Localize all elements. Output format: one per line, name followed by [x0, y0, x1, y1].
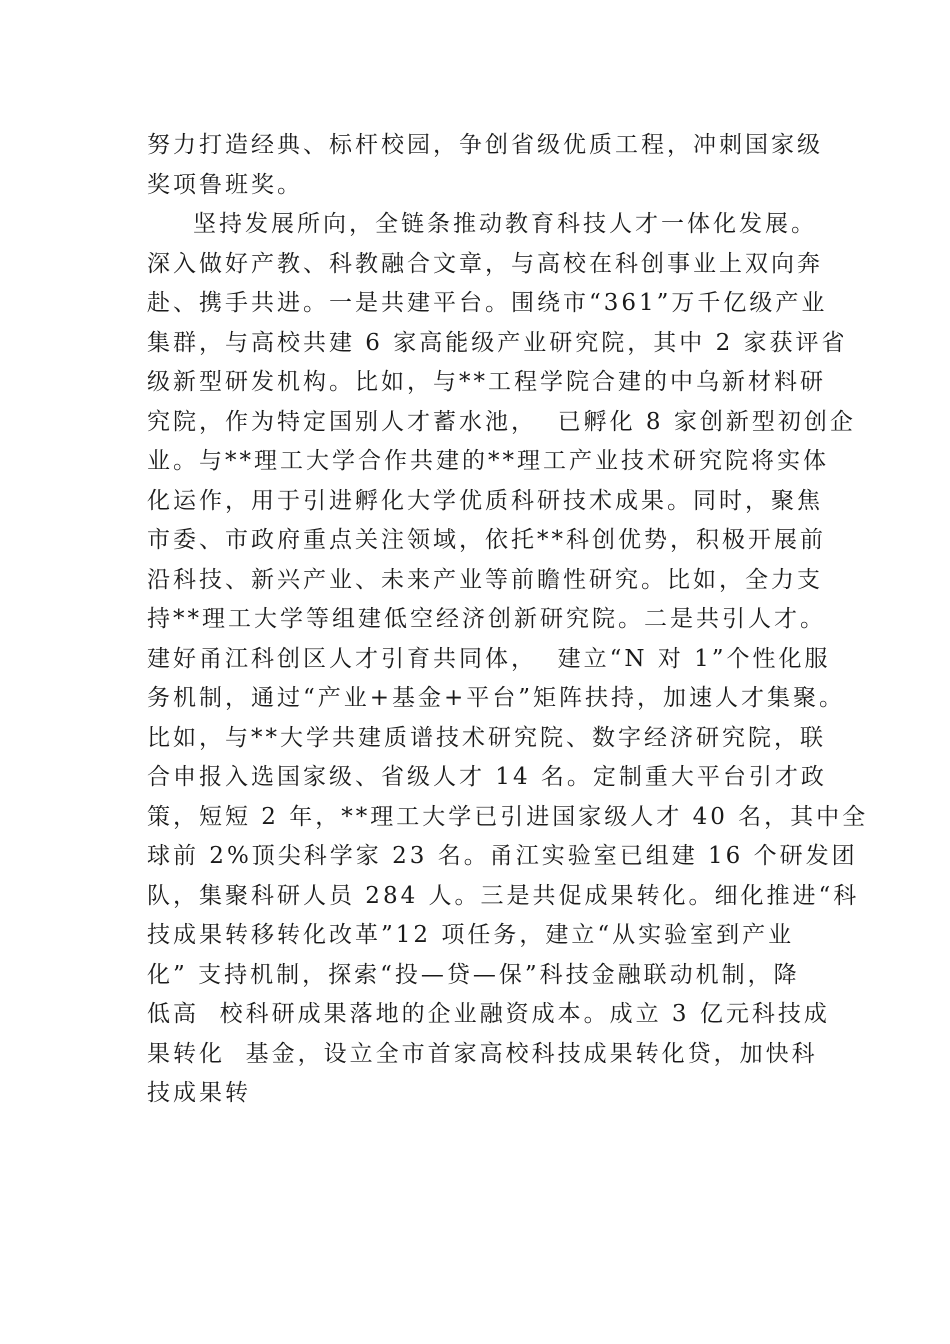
text-line: 务机制，通过“产业+基金+平台”矩阵扶持，加速人才集聚。: [147, 685, 846, 711]
text-line: 化” 支持机制，探索“投—贷—保”科技金融联动机制，降: [147, 961, 800, 988]
text-line: 建好甬江科创区人才引育共同体， 建立“N 对 1”个性化服: [147, 645, 831, 672]
text-line: 努力打造经典、标杆校园，争创省级优质工程，冲刺国家级: [147, 132, 823, 158]
text-line: 果转化 基金，设立全市首家高校科技成果转化贷，加快科: [147, 1040, 818, 1067]
text-line: 集群，与高校共建 6 家高能级产业研究院，其中 2 家获评省: [147, 329, 848, 356]
text-line: 低高 校科研成果落地的企业融资成本。成立 3 亿元科技成: [147, 1001, 830, 1027]
text-line: 奖项鲁班奖。: [147, 171, 303, 198]
text-line: 策，短短 2 年，**理工大学已引进国家级人才 40 名，其中全: [147, 803, 869, 830]
paragraph-first-line: 坚持发展所向，全链条推动教育科技人才一体化发展。: [193, 211, 817, 237]
text-line: 持**理工大学等组建低空经济创新研究院。二是共引人才。: [147, 606, 826, 632]
text-line: 球前 2%顶尖科学家 23 名。甬江实验室已组建 16 个研发团: [147, 843, 858, 869]
text-line: 沿科技、新兴产业、未来产业等前瞻性研究。比如，全力支: [147, 566, 823, 593]
text-line: 队，集聚科研人员 284 人。三是共促成果转化。细化推进“科: [147, 882, 860, 909]
text-line: 深入做好产教、科教融合文章，与高校在科创事业上双向奔: [147, 250, 823, 277]
text-line: 赴、携手共进。一是共建平台。围绕市“361”万千亿级产业: [147, 290, 828, 316]
text-line: 技成果转移转化改革”12 项任务，建立“从实验室到产业: [147, 922, 795, 948]
text-line: 究院，作为特定国别人才蓄水池， 已孵化 8 家创新型初创企: [147, 408, 856, 435]
text-line: 合申报入选国家级、省级人才 14 名。定制重大平台引才政: [147, 764, 827, 790]
text-line: 技成果转: [147, 1080, 251, 1106]
text-line: 级新型研发机构。比如，与**工程学院合建的中乌新材料研: [147, 369, 826, 395]
text-line: 化运作，用于引进孵化大学优质科研技术成果。同时，聚焦: [147, 487, 823, 514]
text-line: 业。与**理工大学合作共建的**理工产业技术研究院将实体: [147, 448, 829, 474]
body-text: [147, 126, 869, 1114]
text-line: 比如，与**大学共建质谱技术研究院、数字经济研究院，联: [147, 724, 826, 751]
text-line: 市委、市政府重点关注领域，依托**科创优势，积极开展前: [147, 527, 826, 553]
